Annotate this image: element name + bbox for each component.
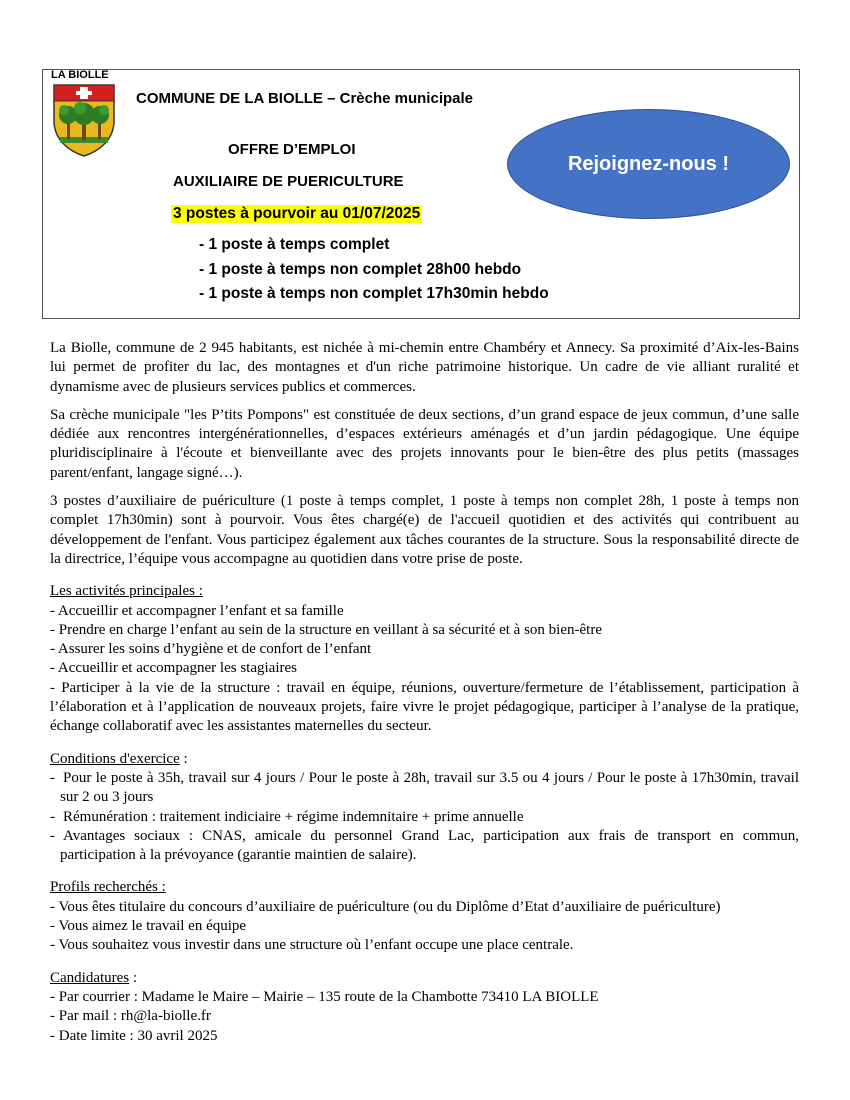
list-item: - Vous êtes titulaire du concours d’auxiliaire de puériculture (ou du Diplôme d’Etat d’auxiliaire de puériculture) (50, 898, 721, 915)
coat-of-arms-logo (52, 83, 116, 157)
section-title: Candidatures : (50, 969, 138, 986)
section-title: Conditions d'exercice : (50, 750, 188, 767)
join-us-bubble (507, 109, 790, 219)
list-item: - Prendre en charge l’enfant au sein de la structure en veillant à sa sécurité et à son bien-être (50, 621, 602, 638)
section-profils (50, 878, 799, 955)
list-item: - Accueillir et accompagner l’enfant et sa famille (50, 602, 344, 619)
poste-item: - 1 poste à temps non complet 28h00 hebdo (199, 261, 522, 278)
list-item: - Assurer les soins d’hygiène et de confort de l’enfant (50, 641, 372, 658)
list-item: - Accueillir et accompagner les stagiaires (50, 660, 297, 677)
crest-name: LA BIOLLE (51, 69, 109, 81)
section-conditions (50, 750, 799, 866)
join-us-label: Rejoignez-nous ! (567, 152, 730, 175)
commune-title: COMMUNE DE LA BIOLLE – Crèche municipale (136, 90, 473, 107)
list-item: - Par mail : rh@la-biolle.fr (50, 1008, 211, 1025)
section-activites (50, 582, 799, 736)
section-title: Profils recherchés : (50, 879, 166, 896)
list-item: - Rémunération : traitement indiciaire + régime indemnitaire + prime annuelle (50, 808, 524, 825)
list-item: - Par courrier : Madame le Maire – Mairie – 135 route de la Chambotte 73410 LA BIOLLE (50, 988, 599, 1005)
list-item: - Avantages sociaux : CNAS, amicale du personnel Grand Lac, participation aux frais de transport en commun, participation à la prévoyance (garantie maintien de salaire). (50, 827, 799, 864)
list-item: - Pour le poste à 35h, travail sur 4 jours / Pour le poste à 28h, travail sur 3.5 ou 4 jours / Pour le poste à 17h30min, travail sur 2 ou 3 jours (50, 769, 799, 806)
list-item: - Vous souhaitez vous investir dans une structure où l’enfant occupe une place centrale. (50, 937, 574, 954)
section-title: Les activités principales : (50, 583, 203, 600)
list-item: - Participer à la vie de la structure : travail en équipe, réunions, ouverture/fermeture de l’établissement, participation à l’élaboration et à l’application de nouveaux projets, faire vivre le projet pédagogique, participer à l’analyse de la pratique, échange collaboratif avec les assistantes maternelles du secteur. (50, 679, 799, 735)
poste-item: - 1 poste à temps non complet 17h30min hebdo (199, 285, 549, 302)
list-item: - Date limite : 30 avril 2025 (50, 1027, 218, 1044)
body-text (50, 339, 799, 1046)
paragraph-postes: 3 postes d’auxiliaire de puériculture (1 poste à temps complet, 1 poste à temps non complet 28h, 1 poste à temps non complet 17h30min) sont à pourvoir. Vous êtes chargé(e) de l'accueil quotidien et des activités qui contribuent au développement de l'enfant. Vous participez également aux tâches courantes de la structure. Sous la responsabilité directe de la directrice, l’équipe vous accompagne au quotidien dans votre prise de poste. (50, 493, 799, 567)
section-candidatures (50, 969, 799, 1046)
list-item: - Vous aimez le travail en équipe (50, 918, 247, 935)
job-title: AUXILIAIRE DE PUERICULTURE (173, 173, 404, 190)
postes-highlight: 3 postes à pourvoir au 01/07/2025 (173, 205, 421, 222)
paragraph-creche: Sa crèche municipale "les P’tits Pompons" est constituée de deux sections, d’un grand espace de jeux commun, d’une salle dédiée aux rencontres intergénérationnelles, d’espaces extérieurs aménagés et d’un jardin pédagogique. Une équipe pluridisciplinaire à l'écoute et bienveillante avec des projets innovants pour le bien-être des plus petits (massages parent/enfant, langage signé…). (50, 406, 799, 481)
offre-label: OFFRE D’EMPLOI (228, 141, 356, 158)
poste-item: - 1 poste à temps complet (199, 236, 390, 253)
paragraph-intro: La Biolle, commune de 2 945 habitants, est nichée à mi-chemin entre Chambéry et Annecy. Sa proximité d’Aix-les-Bains lui permet de profiter du lac, des montagnes et d'un riche patrimoine historique. Un cadre de vie alliant ruralité et dynamisme avec de plusieurs services publics et commerces. (50, 340, 799, 395)
